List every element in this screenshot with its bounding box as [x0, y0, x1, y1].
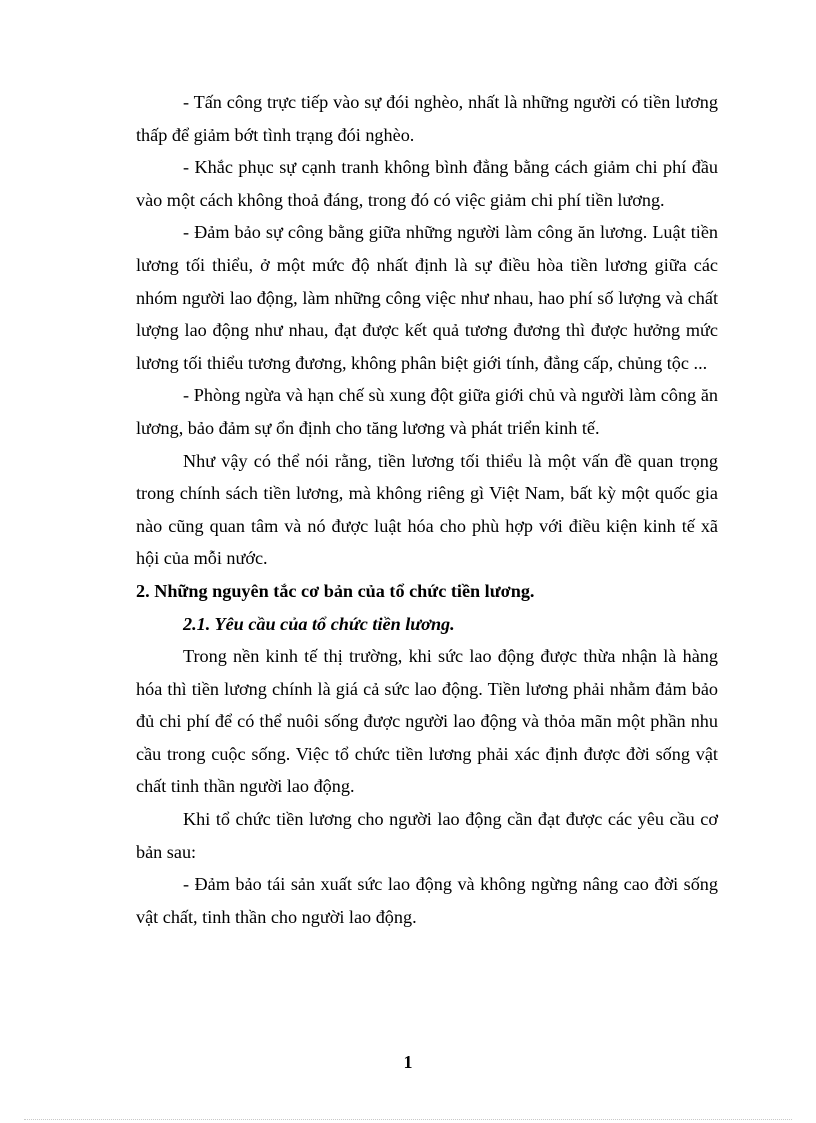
paragraph-equality: - Đảm bảo sự công bằng giữa những người làm công ăn lương. Luật tiền lương tối thiểu, ở một mức độ nhất định là sự điều hòa tiền lương giữa các nhóm người lao động, làm những công việc như nhau, hao phí số lượng và chất lượng lao động như nhau, đạt được kết quả tương đương thì được hưởng mức lương tối thiểu tương đương, không phân biệt giới tính, đẳng cấp, chủng tộc ...: [136, 222, 718, 373]
paragraph-summary: Như vậy có thể nói rằng, tiền lương tối thiểu là một vấn đề quan trọng trong chính sách tiền lương, mà không riêng gì Việt Nam, bất kỳ một quốc gia nào cũng quan tâm và nó được luật hóa cho phù hợp với điều kiện kinh tế xã hội của mỗi nước.: [136, 450, 718, 569]
page-number: 1: [403, 1052, 413, 1072]
paragraph-competition: - Khắc phục sự cạnh tranh không bình đẳng bằng cách giảm chi phí đầu vào một cách không thoả đáng, trong đó có việc giảm chi phí tiền lương.: [136, 157, 718, 210]
section-heading: 2. Những nguyên tắc cơ bản của tổ chức tiền lương.: [136, 580, 535, 601]
subsection-heading: 2.1. Yêu cầu của tổ chức tiền lương.: [183, 613, 455, 634]
document-body: [136, 86, 718, 933]
page-bottom-divider: [24, 1119, 792, 1120]
paragraph-poverty: - Tấn công trực tiếp vào sự đói nghèo, nhất là những người có tiền lương thấp để giảm bớt tình trạng đói nghèo.: [136, 92, 718, 145]
paragraph-reproduction: - Đảm bảo tái sản xuất sức lao động và không ngừng nâng cao đời sống vật chất, tinh thần cho người lao động.: [136, 874, 718, 927]
paragraph-market-economy: Trong nền kinh tế thị trường, khi sức lao động được thừa nhận là hàng hóa thì tiền lương chính là giá cả sức lao động. Tiền lương phải nhằm đảm bảo đủ chi phí để có thể nuôi sống được người lao động và thỏa mãn một phần nhu cầu trong cuộc sống. Việc tổ chức tiền lương phải xác định được đời sống vật chất tinh thần người lao động.: [136, 646, 718, 797]
paragraph-requirements-intro: Khi tổ chức tiền lương cho người lao động cần đạt được các yêu cầu cơ bản sau:: [136, 809, 718, 862]
paragraph-conflict-prevention: - Phòng ngừa và hạn chế sù xung đột giữa giới chủ và người làm công ăn lương, bảo đảm sự ổn định cho tăng lương và phát triển kinh tế.: [136, 385, 718, 438]
